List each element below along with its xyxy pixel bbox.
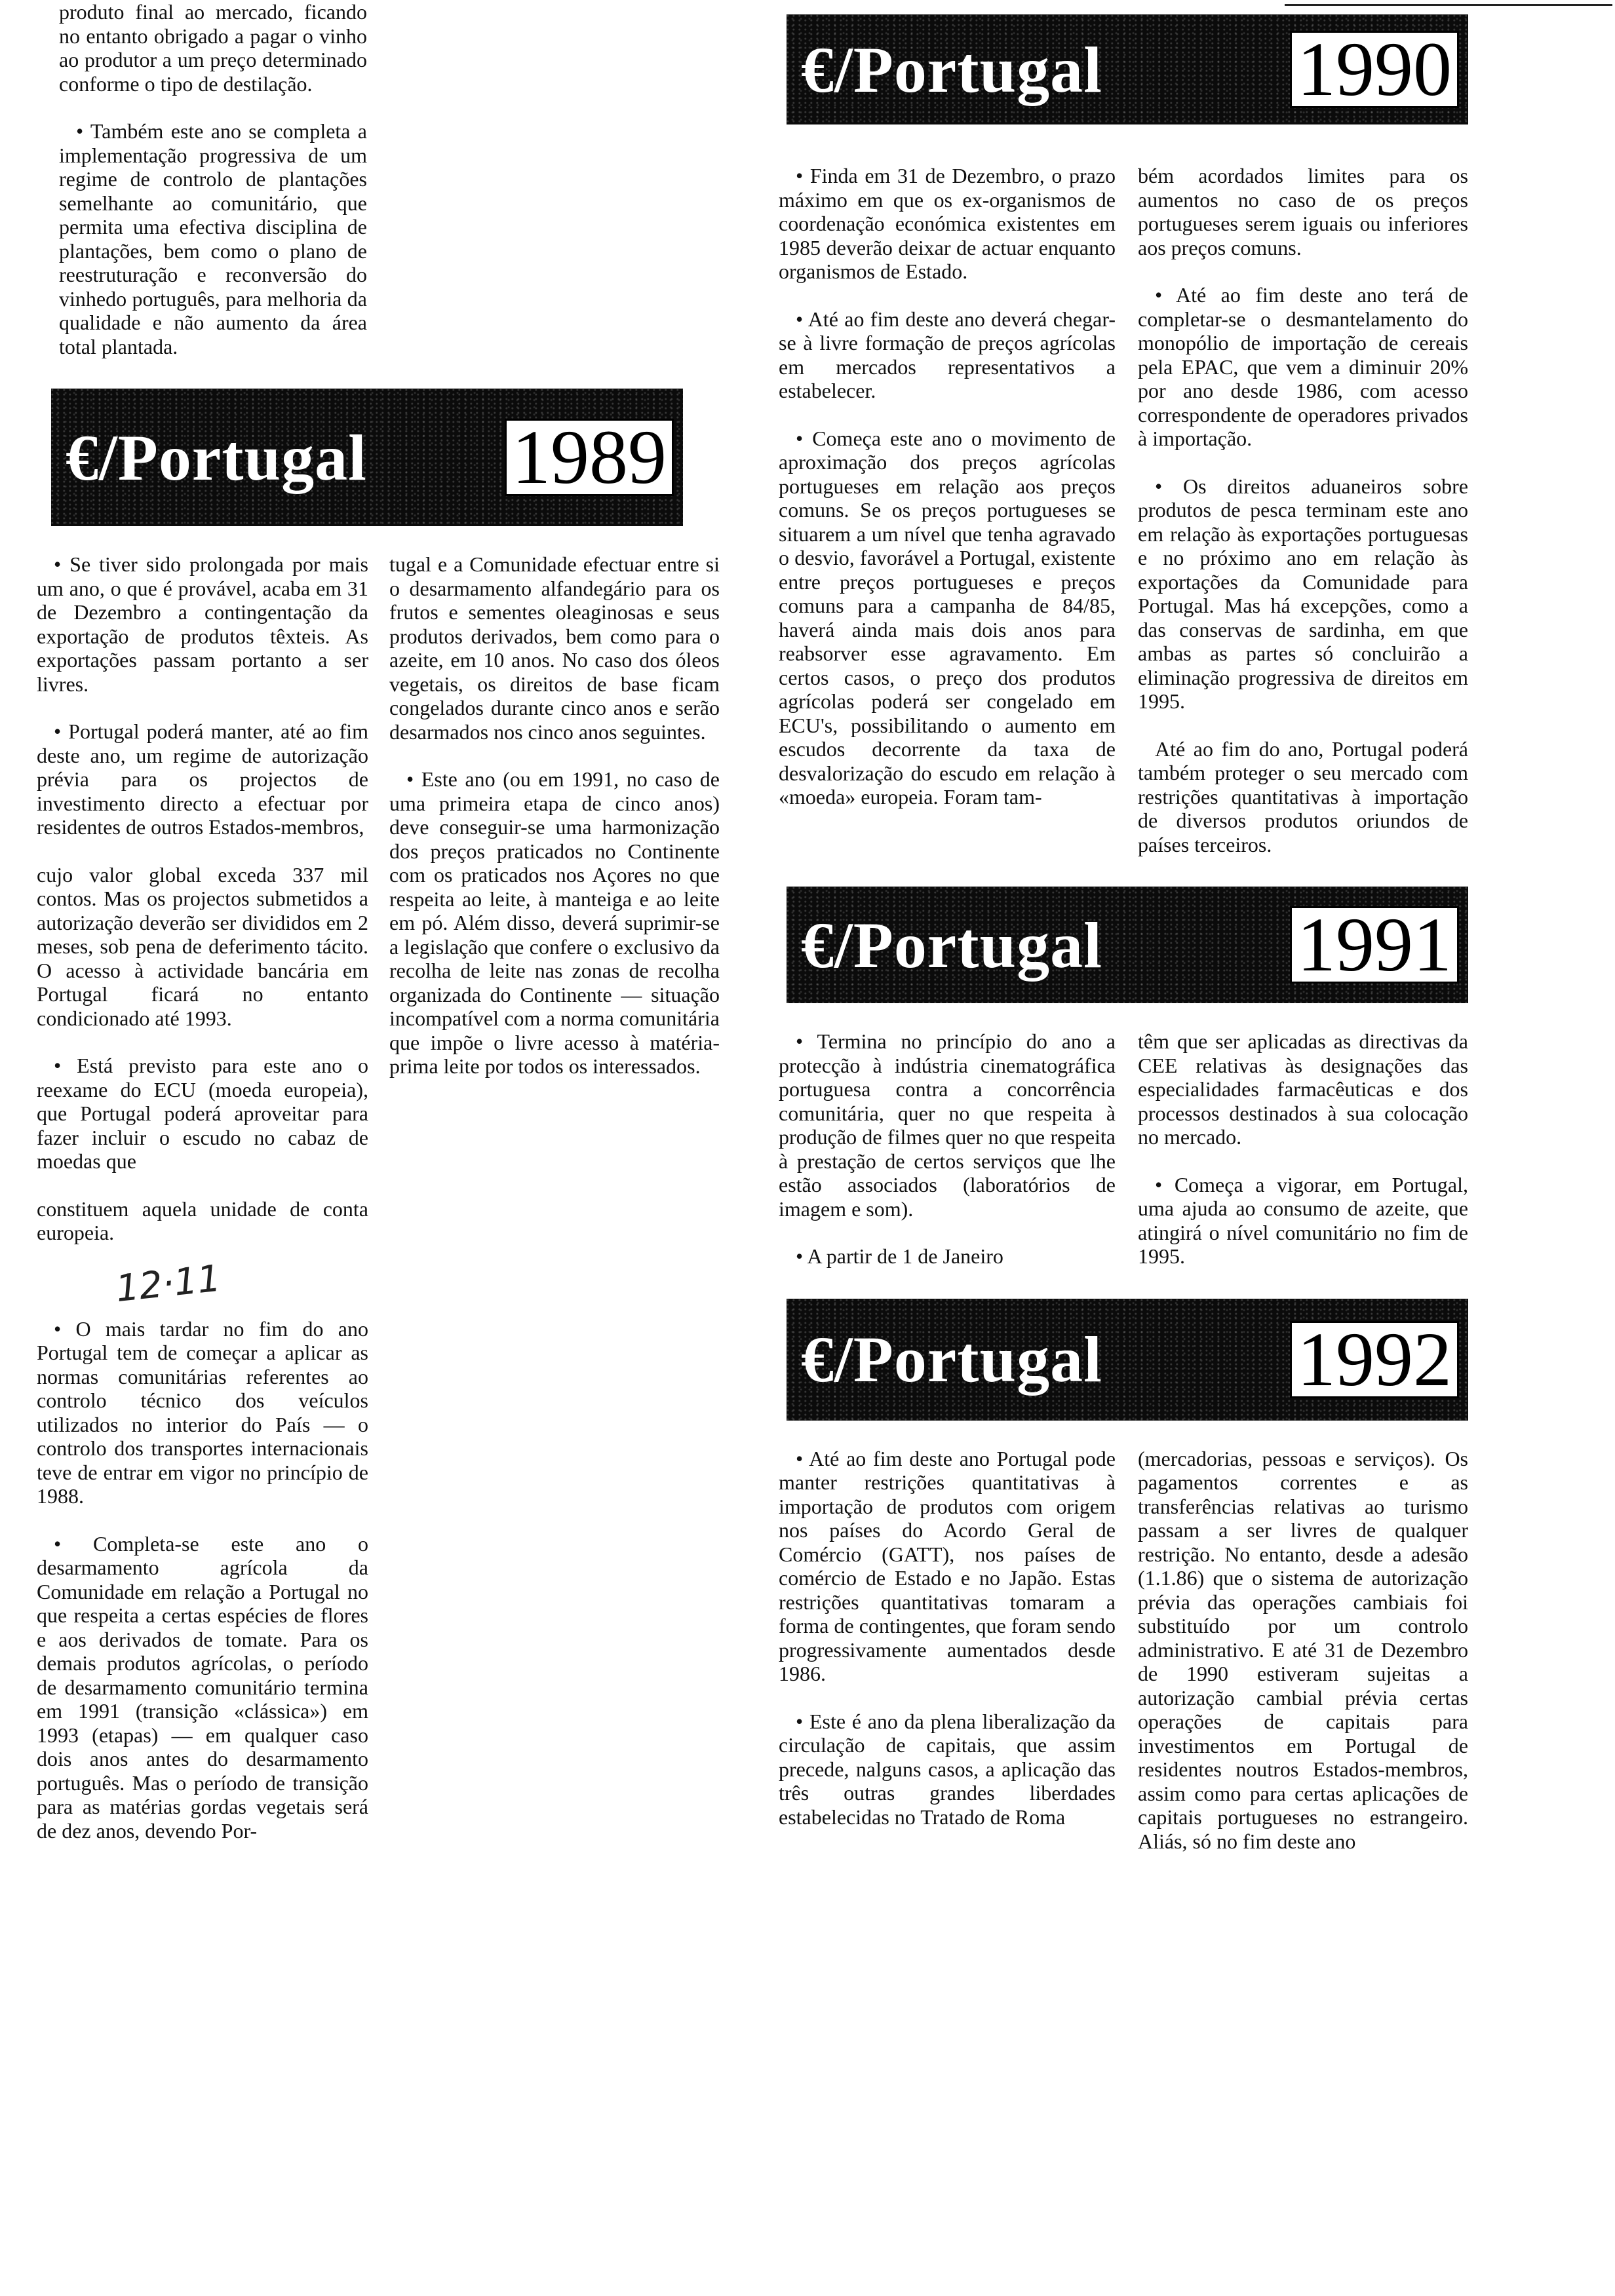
paragraph: • O mais tardar no fim do ano Portugal tem de começar a aplicar as normas comunitárias referentes ao controlo técnico dos veículos utilizados no interior do País — o controlo dos transportes internacionais teve de entrar em vigor no princípio de 1988. bbox=[37, 1316, 368, 1508]
section-1990 bbox=[779, 164, 1468, 880]
banner-year: 1990 bbox=[1290, 31, 1459, 108]
column-1990-right bbox=[1138, 164, 1468, 880]
paragraph: (mercadorias, pessoas e serviços). Os pagamentos correntes e as transferências relativas ao turismo passam a ser livres de qualquer restrição. No entanto, desde a adesão (1.1.86) que o sistema de autorização prévia das operações cambiais foi substituído por um controlo administrativo. E até 31 de Dezembro de 1990 estiveram sujeitas a autorização cambial prévia certas operações de capitais para investimentos em Portugal de residentes noutros Estados-membros, assim como para certas aplicações de capitais portugueses no estrangeiro. Aliás, só no fim deste ano bbox=[1138, 1446, 1468, 1853]
column-1990-left bbox=[779, 164, 1116, 833]
right-half bbox=[779, 14, 1468, 1877]
paragraph: • Até ao fim deste ano terá de completar-se o desmantelamento do monopólio de importação de cereais pela EPAC, que vem a diminuir 20% por ano desde 1986, com acesso correspondente de operadores privados à importação. bbox=[1138, 283, 1468, 450]
paragraph: • Os direitos aduaneiros sobre produtos de pesca terminam este ano em relação às exportações portuguesas e no próximo ano em relação às exportações da Comunidade para Portugal. Mas há excepções, como a das conservas de sardinha, em que ambas as partes só concluirão a eliminação progressiva de direitos em 1995. bbox=[1138, 474, 1468, 713]
section-1989 bbox=[37, 552, 720, 1866]
paragraph: • Está previsto para este ano o reexame do ECU (moeda europeia), que Portugal poderá aproveitar para fazer incluir o escudo no cabaz de moedas que bbox=[37, 1054, 368, 1173]
paragraph: cujo valor global exceda 337 mil contos. Mas os projectos submetidos a autorização deverão ser divididos em 2 meses, sob pena de deferimento tácito. O acesso à actividade bancária em Portugal ficará no entanto condicionado até 1993. bbox=[37, 862, 368, 1030]
banner-1991 bbox=[787, 887, 1468, 1003]
section-1992 bbox=[779, 1447, 1468, 1877]
banner-title: €/Portugal bbox=[801, 908, 1102, 982]
paragraph: têm que ser aplicadas as directivas da CEE relativas às designações das especialidades farmacêuticas e dos processos destinados à sua colocação no mercado. bbox=[1138, 1029, 1468, 1149]
paragraph: • Termina no princípio do ano a protecção à indústria cinematográfica portuguesa contra a concorrência comunitária, quer no que respeita à produção de filmes quer no que respeita à prestação de certos serviços que lhe estão associados (laboratórios de imagem e som). bbox=[779, 1029, 1116, 1221]
column-1989-left bbox=[37, 552, 368, 1866]
column-1991-right bbox=[1138, 1029, 1468, 1292]
column-1991-left bbox=[779, 1029, 1116, 1292]
paragraph: • Finda em 31 de Dezembro, o prazo máximo em que os ex-organismos de coordenação económica existentes em 1985 deverão deixar de actuar enquanto organismos de Estado. bbox=[779, 164, 1116, 283]
banner-year: 1992 bbox=[1290, 1321, 1459, 1398]
top-rule bbox=[1285, 4, 1612, 6]
paragraph: • Começa a vigorar, em Portugal, uma ajuda ao consumo de azeite, que atingirá o nível comunitário no fim de 1995. bbox=[1138, 1172, 1468, 1268]
paragraph: • A partir de 1 de Janeiro bbox=[796, 1244, 1003, 1268]
paragraph: • Completa-se este ano o desarmamento agrícola da Comunidade em relação a Portugal no que respeita a certas espécies de flores e aos derivados de tomate. Para os demais produtos agrícolas, o período de desarmamento comunitário termina em 1991 (transição «clássica») em 1993 (etapas) — em qualquer caso dois anos antes do desarmamento português. Mas o período de transição para as matérias gordas vegetais será de dez anos, devendo Por- bbox=[37, 1531, 368, 1843]
paragraph: constituem aquela unidade de conta europeia. bbox=[37, 1196, 368, 1244]
banner-1992 bbox=[787, 1299, 1468, 1421]
paragraph: • Portugal poderá manter, até ao fim deste ano, um regime de autorização prévia para os projectos de investimento directo a efectuar por residentes de outros Estados-membros, bbox=[37, 719, 368, 839]
left-half bbox=[37, 0, 720, 1866]
banner-1989 bbox=[51, 389, 683, 526]
paragraph: produto final ao mercado, ficando no entanto obrigado a pagar o vinho ao produtor a um preço determinado conforme o tipo de destilação. bbox=[59, 0, 367, 96]
handwritten-note: 12·11 bbox=[113, 1257, 223, 1311]
paragraph: • Começa este ano o movimento de aproximação dos preços agrícolas portugueses em relação aos preços comuns. Se os preços portugueses se situarem a um nível que tenha agravado o desvio, favorável a Portugal, existente entre preços portugueses e preços comuns para a campanha de 84/85, haverá ainda mais dois anos para reabsorver esse agravamento. Em certos casos, o preço dos produtos agrícolas poderá ser congelado em ECU's, possibilitando o aumento em escudos decorrente da taxa de desvalorização do escudo em relação à «moeda» europeia. Foram tam- bbox=[779, 426, 1116, 809]
column-1989-right bbox=[389, 552, 720, 1102]
column-1992-left bbox=[779, 1447, 1116, 1853]
paragraph: • Este é ano da plena liberalização da circulação de capitais, que assim precede, nalguns casos, a aplicação das três outras grandes liberdades estabelecidas no Tratado de Roma bbox=[779, 1709, 1116, 1829]
banner-title: €/Portugal bbox=[801, 33, 1102, 106]
section-1991 bbox=[779, 1029, 1468, 1292]
banner-year: 1991 bbox=[1290, 906, 1459, 984]
banner-title: €/Portugal bbox=[801, 1323, 1102, 1396]
paragraph: • Também este ano se completa a implementação progressiva de um regime de controlo de plantações semelhante ao comunitário, que permita uma efectiva disciplina de plantações, bem como o plano de reestruturação e reconversão do vinhedo português, para melhoria da qualidade e não aumento da área total plantada. bbox=[59, 119, 367, 358]
paragraph: bém acordados limites para os aumentos no caso de os preços portugueses serem iguais ou inferiores aos preços comuns. bbox=[1138, 164, 1468, 259]
paragraph: • Até ao fim deste ano Portugal pode manter restrições quantitativas à importação de produtos com origem nos países do Acordo Geral de Comércio (GATT), nos países de comércio de Estado e no Japão. Estas restrições quantitativas tomaram a forma de contingentes, que foram sendo progressivamente aumentados desde 1986. bbox=[779, 1446, 1116, 1685]
paragraph: tugal e a Comunidade efectuar entre si o desarmamento alfandegário para os frutos e sementes oleaginosas e seus produtos derivados, bem como para o azeite, em 10 anos. No caso dos óleos vegetais, os direitos de base ficam congelados durante cinco anos e serão desarmados nos cinco anos seguintes. bbox=[389, 552, 720, 744]
top-left-column bbox=[59, 0, 367, 382]
banner-1990 bbox=[787, 14, 1468, 124]
column-1992-right bbox=[1138, 1447, 1468, 1877]
paragraph: • Se tiver sido prolongada por mais um ano, o que é provável, acaba em 31 de Dezembro a contingentação da exportação de produtos têxteis. As exportações passam portanto a ser livres. bbox=[37, 552, 368, 696]
paragraph: • Até ao fim deste ano deverá chegar-se à livre formação de preços agrícolas em mercados representativos a estabelecer. bbox=[779, 307, 1116, 402]
paragraph: • Este ano (ou em 1991, no caso de uma primeira etapa de cinco anos) deve conseguir-se uma harmonização dos preços praticados no Continente com os praticados nos Açores no que respeita ao leite, à manteiga e ao leite em pó. Além disso, deverá suprimir-se a legislação que confere o exclusivo da recolha de leite nas zonas de recolha organizada do Continente — situação incompatível com a norma comunitária que impõe o livre acesso à matéria-prima leite por todos os interessados. bbox=[389, 767, 720, 1078]
banner-year: 1989 bbox=[505, 419, 674, 496]
banner-title: €/Portugal bbox=[66, 421, 367, 494]
paragraph: Até ao fim do ano, Portugal poderá também proteger o seu mercado com restrições quantitativas à importação de diversos produtos oriundos de países terceiros. bbox=[1138, 737, 1468, 856]
